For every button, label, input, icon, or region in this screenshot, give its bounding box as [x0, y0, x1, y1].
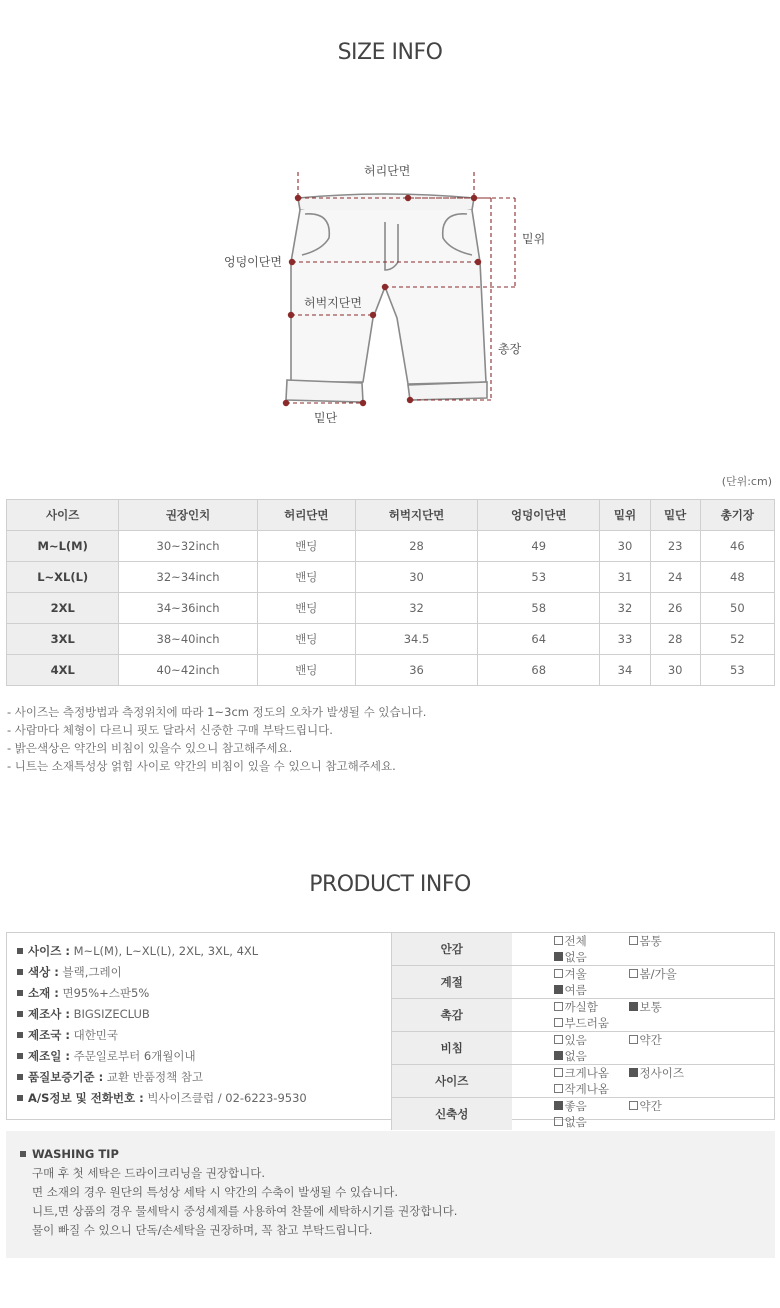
unchecked-box-icon: [554, 969, 563, 978]
table-row: [7, 655, 775, 686]
table-cell: 46: [700, 531, 774, 562]
table-cell: 밴딩: [257, 624, 355, 655]
table-row: [7, 562, 775, 593]
table-cell: 30~32inch: [119, 531, 257, 562]
checked-box-icon: [629, 1068, 638, 1077]
attribute-option: [554, 1114, 629, 1130]
unchecked-box-icon: [629, 969, 638, 978]
attribute-option: [629, 999, 704, 1015]
attribute-label: 촉감: [392, 999, 512, 1032]
size-table-header: [7, 500, 775, 531]
label-hem: 밑단: [314, 411, 338, 425]
note-line: - 니트는 소재특성상 얽힘 사이로 약간의 비침이 있을 수 있으니 참고해주세요.: [7, 759, 396, 773]
spec-value: M~L(M), L~XL(L), 2XL, 3XL, 4XL: [73, 944, 259, 958]
spec-value: 빅사이즈클럽 / 02-6223-9530: [147, 1091, 307, 1105]
table-cell: 30: [600, 531, 650, 562]
attribute-label: 계절: [392, 966, 512, 999]
attribute-options: [512, 1098, 775, 1131]
attribute-option-label: 없음: [564, 1115, 587, 1129]
table-cell: M~L(M): [7, 531, 119, 562]
attribute-row: [392, 1032, 775, 1065]
table-cell: 28: [650, 624, 700, 655]
attribute-row: [392, 933, 775, 966]
attribute-option-label: 약간: [639, 1099, 662, 1113]
checked-box-icon: [554, 952, 563, 961]
table-cell: 64: [478, 624, 600, 655]
attribute-option-label: 겨울: [564, 967, 587, 981]
table-row: [7, 593, 775, 624]
spec-key: 제조국 :: [28, 1028, 70, 1042]
attribute-option-label: 있음: [564, 1033, 587, 1047]
attribute-option-label: 약간: [639, 1033, 662, 1047]
table-cell: 26: [650, 593, 700, 624]
size-table: [6, 499, 775, 686]
table-cell: 36: [355, 655, 477, 686]
table-cell: 53: [700, 655, 774, 686]
attribute-option-label: 좋음: [564, 1099, 587, 1113]
unchecked-box-icon: [554, 1002, 563, 1011]
attribute-option-label: 전체: [564, 934, 587, 948]
attribute-option: [554, 1081, 629, 1097]
bullet-square-icon: [17, 948, 23, 954]
attribute-option-label: 없음: [564, 950, 587, 964]
spec-row: [17, 1067, 391, 1088]
attribute-option: [629, 933, 704, 949]
attribute-option-label: 보통: [639, 1000, 662, 1014]
attributes-table: [391, 933, 774, 1130]
product-info-title: PRODUCT INFO: [309, 872, 471, 897]
label-rise: 밑위: [522, 232, 546, 246]
table-cell: 30: [355, 562, 477, 593]
note-line: - 밝은색상은 약간의 비침이 있을수 있으니 참고해주세요.: [7, 741, 293, 755]
bullet-square-icon: [17, 1011, 23, 1017]
attribute-option: [629, 966, 704, 982]
table-cell: 53: [478, 562, 600, 593]
header-cell: 권장인치: [119, 500, 257, 531]
attribute-option-label: 여름: [564, 983, 587, 997]
spec-value: 면95%+스판5%: [62, 986, 150, 1000]
size-info-title: SIZE INFO: [337, 40, 443, 65]
checked-box-icon: [629, 1002, 638, 1011]
attribute-options: [512, 1032, 775, 1065]
header-cell: 밑단: [650, 500, 700, 531]
table-cell: 밴딩: [257, 531, 355, 562]
attribute-label: 신축성: [392, 1098, 512, 1131]
table-cell: 58: [478, 593, 600, 624]
unchecked-box-icon: [629, 936, 638, 945]
attribute-option: [554, 1015, 629, 1031]
header-cell: 밑위: [600, 500, 650, 531]
bullet-square-icon: [17, 990, 23, 996]
attribute-options: [512, 933, 775, 966]
attribute-option: [554, 949, 629, 965]
unchecked-box-icon: [554, 1084, 563, 1093]
attribute-label: 비침: [392, 1032, 512, 1065]
table-cell: 34: [600, 655, 650, 686]
table-cell: 49: [478, 531, 600, 562]
attribute-option-label: 까실함: [564, 1000, 598, 1014]
spec-key: 제조일 :: [28, 1049, 70, 1063]
spec-key: 사이즈 :: [28, 944, 70, 958]
attribute-row: [392, 966, 775, 999]
bullet-square-icon: [20, 1151, 26, 1157]
attribute-option: [554, 1065, 629, 1081]
washing-tip: [6, 1131, 775, 1258]
table-cell: 68: [478, 655, 600, 686]
spec-value: BIGSIZECLUB: [73, 1007, 150, 1021]
table-cell: 34.5: [355, 624, 477, 655]
attribute-option: [629, 1098, 704, 1114]
spec-key: 색상 :: [28, 965, 59, 979]
washing-tip-line: 물이 빠질 수 있으니 단독/손세탁을 권장하며, 꼭 참고 부탁드립니다.: [32, 1223, 373, 1237]
table-cell: 28: [355, 531, 477, 562]
bullet-square-icon: [17, 969, 23, 975]
spec-row: [17, 1088, 391, 1109]
attribute-option: [629, 1032, 704, 1048]
label-total-length: 총장: [498, 342, 522, 356]
attribute-option-label: 몸통: [639, 934, 662, 948]
spec-key: 품질보증기준 :: [28, 1070, 104, 1084]
attribute-option-label: 정사이즈: [639, 1066, 684, 1080]
note-line: - 사이즈는 측정방법과 측정위치에 따라 1~3cm 정도의 오차가 발생될 수 있습니다.: [7, 705, 427, 719]
spec-row: [17, 941, 391, 962]
table-cell: L~XL(L): [7, 562, 119, 593]
attribute-option: [554, 982, 629, 998]
header-cell: 사이즈: [7, 500, 119, 531]
attribute-options: [512, 966, 775, 999]
washing-tip-line: 구매 후 첫 세탁은 드라이크리닝을 권장합니다.: [32, 1166, 266, 1180]
label-thigh: 허벅지단면: [304, 296, 362, 310]
spec-row: [17, 1004, 391, 1025]
spec-row: [17, 962, 391, 983]
unchecked-box-icon: [554, 1068, 563, 1077]
table-cell: 24: [650, 562, 700, 593]
table-cell: 23: [650, 531, 700, 562]
unchecked-box-icon: [554, 936, 563, 945]
unchecked-box-icon: [554, 1018, 563, 1027]
table-cell: 33: [600, 624, 650, 655]
header-cell: 허벅지단면: [355, 500, 477, 531]
unchecked-box-icon: [554, 1117, 563, 1126]
table-cell: 밴딩: [257, 655, 355, 686]
unchecked-box-icon: [629, 1035, 638, 1044]
attribute-options: [512, 1065, 775, 1098]
attribute-option-label: 봄/가을: [639, 967, 677, 981]
table-cell: 31: [600, 562, 650, 593]
label-hip: 엉덩이단면: [224, 255, 282, 269]
table-cell: 52: [700, 624, 774, 655]
table-row: [7, 531, 775, 562]
size-notes: [7, 703, 426, 775]
attribute-option: [554, 966, 629, 982]
spec-value: 주문일로부터 6개월이내: [73, 1049, 196, 1063]
measurement-diagram: [0, 0, 780, 470]
spec-value: 교환 반품정책 참고: [106, 1070, 204, 1084]
attribute-option-label: 부드러움: [564, 1016, 609, 1030]
spec-row: [17, 1046, 391, 1067]
attribute-option: [554, 1098, 629, 1114]
attribute-option: [554, 1048, 629, 1064]
attribute-row: [392, 1098, 775, 1131]
bullet-square-icon: [17, 1053, 23, 1059]
bullet-square-icon: [17, 1032, 23, 1038]
table-cell: 48: [700, 562, 774, 593]
table-cell: 밴딩: [257, 593, 355, 624]
spec-key: 제조사 :: [28, 1007, 70, 1021]
washing-tip-heading: [20, 1145, 775, 1164]
table-cell: 4XL: [7, 655, 119, 686]
table-cell: 밴딩: [257, 562, 355, 593]
attribute-option: [629, 1065, 704, 1081]
table-cell: 3XL: [7, 624, 119, 655]
checked-box-icon: [554, 985, 563, 994]
table-cell: 32: [600, 593, 650, 624]
attribute-option: [554, 999, 629, 1015]
product-specs: [7, 933, 391, 1119]
header-cell: 엉덩이단면: [478, 500, 600, 531]
attribute-option: [554, 1032, 629, 1048]
attribute-option-label: 작게나옴: [564, 1082, 609, 1096]
table-cell: 34~36inch: [119, 593, 257, 624]
attribute-label: 사이즈: [392, 1065, 512, 1098]
shorts-illustration: [0, 0, 780, 470]
spec-row: [17, 1025, 391, 1046]
attribute-label: 안감: [392, 933, 512, 966]
washing-tip-line: 니트,면 상품의 경우 물세탁시 중성세제를 사용하여 찬물에 세탁하시기를 권장합니다.: [32, 1204, 458, 1218]
unchecked-box-icon: [554, 1035, 563, 1044]
table-cell: 32~34inch: [119, 562, 257, 593]
product-attributes: [391, 933, 774, 1129]
washing-tip-line: 면 소재의 경우 원단의 특성상 세탁 시 약간의 수축이 발생될 수 있습니다.: [32, 1185, 399, 1199]
product-info-box: [6, 932, 775, 1129]
attribute-option-label: 크게나옴: [564, 1066, 609, 1080]
spec-value: 대한민국: [73, 1028, 119, 1042]
attribute-row: [392, 999, 775, 1032]
header-cell: 총기장: [700, 500, 774, 531]
attribute-option: [554, 933, 629, 949]
table-cell: 40~42inch: [119, 655, 257, 686]
attribute-row: [392, 1065, 775, 1098]
spec-value: 블랙,그레이: [62, 965, 122, 979]
table-cell: 2XL: [7, 593, 119, 624]
table-cell: 32: [355, 593, 477, 624]
note-line: - 사람마다 체형이 다르니 핏도 달라서 신중한 구매 부탁드립니다.: [7, 723, 333, 737]
header-cell: 허리단면: [257, 500, 355, 531]
table-cell: 38~40inch: [119, 624, 257, 655]
spec-key: A/S정보 및 전화번호 :: [28, 1091, 144, 1105]
unchecked-box-icon: [629, 1101, 638, 1110]
attribute-options: [512, 999, 775, 1032]
unit-label: (단위:cm): [721, 475, 772, 488]
bullet-square-icon: [17, 1095, 23, 1101]
attribute-option-label: 없음: [564, 1049, 587, 1063]
washing-tip-title: WASHING TIP: [32, 1147, 119, 1161]
table-cell: 50: [700, 593, 774, 624]
table-row: [7, 624, 775, 655]
label-waist: 허리단면: [364, 164, 411, 178]
spec-row: [17, 983, 391, 1004]
bullet-square-icon: [17, 1074, 23, 1080]
table-cell: 30: [650, 655, 700, 686]
spec-key: 소재 :: [28, 986, 59, 1000]
checked-box-icon: [554, 1101, 563, 1110]
checked-box-icon: [554, 1051, 563, 1060]
